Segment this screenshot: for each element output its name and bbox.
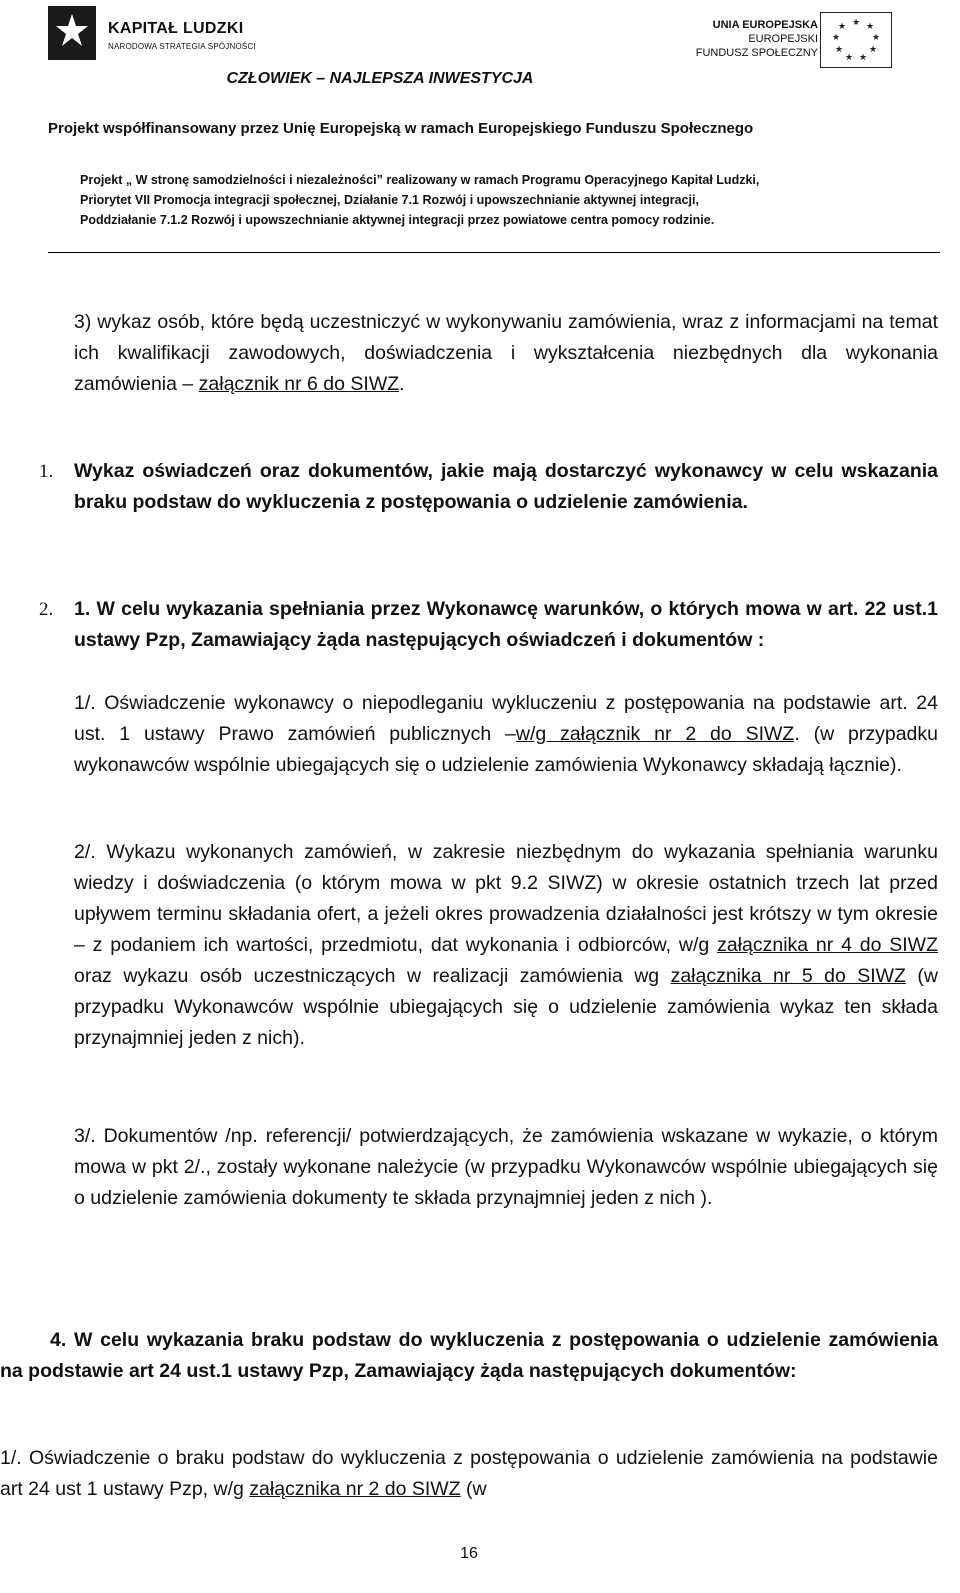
item-3-attachment-ref: załącznik nr 6 do SIWZ xyxy=(198,373,400,395)
item-2-text-a: 2/. Wykazu wykonanych zamówień, w zakresie niezbędnym do wykazania spełniania warunku wiedzy i doświadczenia (o którym mowa w pkt 9.2 SIWZ) w okresie ostatnich trzech lat przed upływem terminu składania ofert, a jeżeli okres prowadzenia działalności jest krótszy w tym okresie – z podaniem ich wartości, przedmiotu, dat wykonania i odbiorców, w/g xyxy=(74,841,938,956)
section-1-number: 1. xyxy=(39,461,54,482)
motto: CZŁOWIEK – NAJLEPSZA INWESTYCJA xyxy=(226,70,534,87)
item-3-paragraph: 3/. Dokumentów /np. referencji/ potwierdzających, że zamówienia wskazane w wykazie, o którym mowa w pkt 2/., zostały wykonane należycie (w przypadku Wykonawców wspólnie ubiegających się o udzielenie zamówienia dokumenty te składa przynajmniej jeden z nich ). xyxy=(74,1125,938,1209)
kapital-ludzki-subtitle: NARODOWA STRATEGIA SPÓJNOŚCI xyxy=(108,42,256,51)
svg-text:★: ★ xyxy=(865,22,875,32)
svg-text:★: ★ xyxy=(834,45,844,55)
svg-text:★: ★ xyxy=(831,33,841,43)
item-3-text: 3) wykaz osób, które będą uczestniczyć w wykonywaniu zamówienia, wraz z informacjami na temat ich kwalifikacji zawodowych, doświadczenia i wykształcenia niezbędnych dla wykonania zamówienia – xyxy=(74,311,938,395)
page-number: 16 xyxy=(460,1545,478,1562)
svg-text:★: ★ xyxy=(858,53,868,63)
svg-text:★: ★ xyxy=(844,53,854,63)
eu-flag-icon xyxy=(820,12,892,68)
item-1-attachment-ref: w/g załącznik nr 2 do SIWZ xyxy=(515,723,795,745)
section-4-item-1 xyxy=(0,1443,938,1505)
item-2-paragraph xyxy=(74,837,938,1054)
project-line-3: Poddziałanie 7.1.2 Rozwój i upowszechnianie aktywnej integracji przez powiatowe centra pomocy rodzinie. xyxy=(80,213,715,227)
eu-logo xyxy=(690,6,920,70)
s4-item-1-end: (w xyxy=(460,1478,487,1500)
svg-text:★: ★ xyxy=(868,45,878,55)
section-2-heading: 1. W celu wykazania spełniania przez Wykonawcę warunków, o których mowa w art. 22 ust.1 ustawy Pzp, Zamawiający żąda następujących oświadczeń i dokumentów : xyxy=(74,598,938,651)
s4-item-1-attachment-ref: załącznika nr 2 do SIWZ xyxy=(249,1478,461,1500)
item-1-paragraph xyxy=(74,688,938,781)
item-2-text-b: oraz wykazu osób uczestniczących w realizacji zamówienia wg xyxy=(74,965,671,987)
header-divider xyxy=(48,252,940,253)
item-2-text-c: (w przypadku Wykonawców wspólnie ubiegających się o udzielenie zamówienia wykaz ten składa przynajmniej jeden z nich). xyxy=(74,965,938,1049)
section-2-number: 2. xyxy=(39,599,54,620)
item-2-attachment-ref-2: załącznika nr 5 do SIWZ xyxy=(670,965,906,987)
eu-line-1: UNIA EUROPEJSKA xyxy=(712,19,818,31)
svg-text:★: ★ xyxy=(871,33,881,43)
cofinancing-line: Projekt współfinansowany przez Unię Europejską w ramach Europejskiego Funduszu Społecznego xyxy=(48,120,754,137)
project-line-1: Projekt „ W stronę samodzielności i niezależności” realizowany w ramach Programu Operacyjnego Kapitał Ludzki, xyxy=(80,173,760,187)
eu-line-3: FUNDUSZ SPOŁECZNY xyxy=(695,47,818,59)
eu-line-2: EUROPEJSKI xyxy=(748,33,818,45)
s4-item-1-text: 1/. Oświadczenie o braku podstaw do wykluczenia z postępowania o udzielenie zamówienia na podstawie art 24 ust 1 ustawy Pzp, w/g xyxy=(0,1447,938,1500)
svg-text:★: ★ xyxy=(837,22,847,32)
kapital-ludzki-name: KAPITAŁ LUDZKI xyxy=(108,20,244,37)
eu-logo-text xyxy=(690,18,818,60)
item-3-end: . xyxy=(399,373,405,395)
item-1-end: . (w przypadku wykonawców wspólnie ubiegających się o udzielenie zamówienia Wykonawcy składają łącznie). xyxy=(74,723,938,776)
section-1-heading: Wykaz oświadczeń oraz dokumentów, jakie mają dostarczyć wykonawcy w celu wskazania braku podstaw do wykluczenia z postępowania o udzielenie zamówienia. xyxy=(74,460,938,513)
project-line-2: Priorytet VII Promocja integracji społecznej, Działanie 7.1 Rozwój i upowszechnianie aktywnej integracji, xyxy=(80,193,699,207)
svg-text:★: ★ xyxy=(851,18,861,28)
item-2-attachment-ref-1: załącznika nr 4 do SIWZ xyxy=(717,934,938,956)
kapital-ludzki-emblem-icon xyxy=(48,6,96,60)
section-4-heading: 4. W celu wykazania braku podstaw do wykluczenia z postępowania o udzielenie zamówienia na podstawie art 24 ust.1 ustawy Pzp, Zamawiający żąda następujących dokumentów: xyxy=(0,1329,938,1382)
paragraph-item-3 xyxy=(74,307,938,400)
kapital-ludzki-logo xyxy=(48,6,308,66)
item-1-text: 1/. Oświadczenie wykonawcy o niepodleganiu wykluczeniu z postępowania na podstawie art. 24 ust. 1 ustawy Prawo zamówień publicznych – xyxy=(74,692,938,745)
